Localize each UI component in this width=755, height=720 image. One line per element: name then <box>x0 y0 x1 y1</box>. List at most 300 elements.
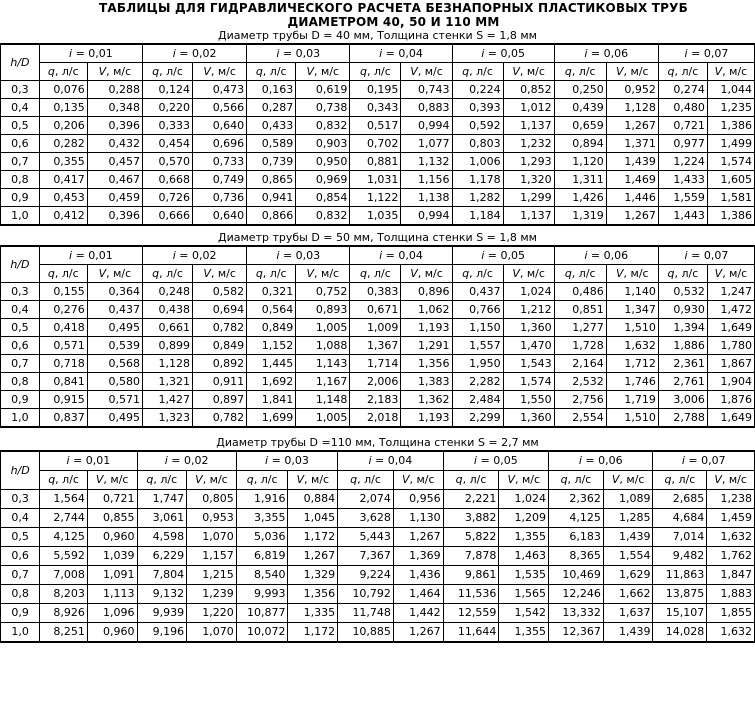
velocity-cell: 1,091 <box>87 566 137 585</box>
flow-rate-cell: 9,224 <box>338 566 394 585</box>
table-row <box>1 171 755 189</box>
flow-rate-cell: 1,559 <box>658 189 707 207</box>
flow-rate-cell: 6,819 <box>236 547 288 566</box>
flow-rate-cell: 1,426 <box>554 189 606 207</box>
table-row <box>1 585 755 604</box>
flow-rate-cell: 8,365 <box>549 547 604 566</box>
velocity-header: V, м/с <box>606 63 658 81</box>
velocity-cell: 0,288 <box>87 81 142 99</box>
velocity-cell: 1,383 <box>401 373 452 391</box>
velocity-cell: 1,439 <box>603 623 653 643</box>
velocity-cell: 0,566 <box>193 99 247 117</box>
flow-rate-cell: 15,107 <box>653 604 707 623</box>
slope-header: i = 0,04 <box>338 451 443 471</box>
hd-value: 1,0 <box>1 623 40 643</box>
flow-rate-cell: 7,878 <box>443 547 499 566</box>
flow-rate-cell: 2,183 <box>350 391 401 409</box>
flow-rate-cell: 0,248 <box>142 283 192 301</box>
flow-rate-header: q, л/с <box>658 63 707 81</box>
flow-rate-cell: 0,977 <box>658 135 707 153</box>
table-block-50 <box>0 231 755 428</box>
flow-rate-cell: 4,598 <box>137 528 187 547</box>
velocity-cell: 0,348 <box>87 99 142 117</box>
hd-value: 0,5 <box>1 528 40 547</box>
flow-rate-header: q, л/с <box>554 265 606 283</box>
flow-rate-cell: 0,417 <box>39 171 87 189</box>
flow-rate-cell: 0,661 <box>142 319 192 337</box>
velocity-header: V, м/с <box>503 63 554 81</box>
velocity-cell: 1,012 <box>503 99 554 117</box>
flow-rate-cell: 11,748 <box>338 604 394 623</box>
flow-rate-cell: 0,393 <box>452 99 503 117</box>
title-line-1: ТАБЛИЦЫ ДЛЯ ГИДРАВЛИЧЕСКОГО РАСЧЕТА БЕЗНАПОРНЫХ ПЛАСТИКОВЫХ ТРУБ <box>99 1 688 15</box>
velocity-cell: 1,156 <box>401 171 452 189</box>
flow-rate-cell: 1,886 <box>658 337 707 355</box>
velocity-cell: 1,442 <box>393 604 443 623</box>
flow-rate-cell: 0,155 <box>39 283 87 301</box>
velocity-cell: 1,329 <box>288 566 338 585</box>
hd-value: 0,8 <box>1 373 40 391</box>
velocity-cell: 0,849 <box>193 337 247 355</box>
velocity-cell: 0,473 <box>193 81 247 99</box>
flow-rate-cell: 0,766 <box>452 301 503 319</box>
slope-header: i = 0,02 <box>142 44 246 63</box>
flow-rate-cell: 7,014 <box>653 528 707 547</box>
flow-rate-cell: 1,184 <box>452 207 503 226</box>
velocity-cell: 1,113 <box>87 585 137 604</box>
velocity-cell: 0,640 <box>193 207 247 226</box>
flow-rate-cell: 12,559 <box>443 604 499 623</box>
velocity-cell: 0,883 <box>401 99 452 117</box>
flow-rate-cell: 0,124 <box>142 81 192 99</box>
velocity-cell: 1,386 <box>707 117 754 135</box>
flow-rate-cell: 6,229 <box>137 547 187 566</box>
flow-rate-cell: 1,152 <box>247 337 296 355</box>
flow-rate-cell: 10,792 <box>338 585 394 604</box>
flow-rate-cell: 0,668 <box>142 171 192 189</box>
flow-rate-cell: 0,866 <box>247 207 296 226</box>
velocity-cell: 1,446 <box>606 189 658 207</box>
velocity-cell: 1,140 <box>606 283 658 301</box>
velocity-cell: 1,355 <box>499 623 549 643</box>
velocity-cell: 0,571 <box>87 391 142 409</box>
slope-header: i = 0,07 <box>658 44 754 63</box>
velocity-cell: 0,953 <box>187 509 237 528</box>
table-row <box>1 207 755 226</box>
flow-rate-cell: 1,557 <box>452 337 503 355</box>
flow-rate-cell: 1,128 <box>142 355 192 373</box>
velocity-cell: 1,632 <box>606 337 658 355</box>
flow-rate-cell: 0,480 <box>658 99 707 117</box>
flow-rate-cell: 5,443 <box>338 528 394 547</box>
velocity-cell: 1,535 <box>499 566 549 585</box>
table-caption: Диаметр трубы D = 50 мм, Толщина стенки S = 1,8 мм <box>218 231 537 244</box>
flow-rate-cell: 2,756 <box>554 391 606 409</box>
velocity-cell: 1,356 <box>401 355 452 373</box>
velocity-header: V, м/с <box>401 63 452 81</box>
slope-header: i = 0,07 <box>658 246 754 265</box>
hd-value: 0,9 <box>1 604 40 623</box>
slope-header: i = 0,03 <box>247 44 350 63</box>
flow-rate-cell: 0,915 <box>39 391 87 409</box>
hd-value: 0,9 <box>1 189 40 207</box>
hd-value: 0,9 <box>1 391 40 409</box>
flow-rate-cell: 1,692 <box>247 373 296 391</box>
flow-rate-cell: 2,221 <box>443 490 499 509</box>
flow-rate-cell: 1,031 <box>350 171 401 189</box>
velocity-cell: 0,696 <box>193 135 247 153</box>
velocity-cell: 1,867 <box>707 355 754 373</box>
flow-rate-cell: 2,074 <box>338 490 394 509</box>
velocity-cell: 1,267 <box>606 207 658 226</box>
velocity-cell: 1,291 <box>401 337 452 355</box>
velocity-cell: 1,212 <box>503 301 554 319</box>
velocity-cell: 1,712 <box>606 355 658 373</box>
flow-rate-cell: 0,343 <box>350 99 401 117</box>
flow-rate-cell: 1,178 <box>452 171 503 189</box>
velocity-header: V, м/с <box>87 63 142 81</box>
velocity-cell: 0,782 <box>193 319 247 337</box>
flow-rate-cell: 2,554 <box>554 409 606 428</box>
velocity-cell: 1,130 <box>393 509 443 528</box>
velocity-cell: 0,832 <box>296 207 350 226</box>
flow-rate-cell: 2,299 <box>452 409 503 428</box>
flow-rate-cell: 14,028 <box>653 623 707 643</box>
flow-rate-cell: 1,311 <box>554 171 606 189</box>
flow-rate-cell: 0,702 <box>350 135 401 153</box>
velocity-cell: 0,396 <box>87 117 142 135</box>
table-row <box>1 283 755 301</box>
velocity-header: V, м/с <box>707 471 755 490</box>
velocity-cell: 0,457 <box>87 153 142 171</box>
velocity-cell: 1,077 <box>401 135 452 153</box>
velocity-cell: 1,719 <box>606 391 658 409</box>
velocity-cell: 1,360 <box>503 409 554 428</box>
flow-rate-cell: 10,877 <box>236 604 288 623</box>
velocity-header: V, м/с <box>193 265 247 283</box>
flow-rate-header: q, л/с <box>452 63 503 81</box>
slope-header-row <box>1 44 755 63</box>
velocity-cell: 0,911 <box>193 373 247 391</box>
flow-rate-cell: 2,361 <box>658 355 707 373</box>
flow-rate-cell: 1,950 <box>452 355 503 373</box>
flow-rate-cell: 1,841 <box>247 391 296 409</box>
velocity-cell: 1,371 <box>606 135 658 153</box>
table-block-110 <box>0 436 755 643</box>
flow-rate-cell: 1,433 <box>658 171 707 189</box>
slope-header-row <box>1 246 755 265</box>
velocity-cell: 1,662 <box>603 585 653 604</box>
flow-rate-cell: 0,571 <box>39 337 87 355</box>
velocity-cell: 1,024 <box>499 490 549 509</box>
hydraulic-table-50mm <box>0 245 755 428</box>
velocity-cell: 1,267 <box>288 547 338 566</box>
velocity-cell: 0,432 <box>87 135 142 153</box>
velocity-cell: 1,138 <box>401 189 452 207</box>
flow-rate-cell: 1,728 <box>554 337 606 355</box>
flow-rate-cell: 3,061 <box>137 509 187 528</box>
velocity-cell: 1,386 <box>707 207 754 226</box>
flow-rate-cell: 0,570 <box>142 153 192 171</box>
velocity-cell: 1,605 <box>707 171 754 189</box>
flow-rate-cell: 0,589 <box>247 135 296 153</box>
flow-rate-cell: 13,332 <box>549 604 604 623</box>
velocity-cell: 1,045 <box>288 509 338 528</box>
velocity-header: V, м/с <box>401 265 452 283</box>
hd-value: 0,5 <box>1 319 40 337</box>
velocity-cell: 1,510 <box>606 319 658 337</box>
velocity-cell: 0,694 <box>193 301 247 319</box>
flow-rate-header: q, л/с <box>350 265 401 283</box>
slope-header: i = 0,05 <box>452 44 554 63</box>
velocity-cell: 0,738 <box>296 99 350 117</box>
slope-header: i = 0,05 <box>452 246 554 265</box>
flow-rate-cell: 1,445 <box>247 355 296 373</box>
velocity-cell: 1,780 <box>707 337 754 355</box>
velocity-cell: 1,209 <box>499 509 549 528</box>
flow-rate-cell: 0,438 <box>142 301 192 319</box>
flow-rate-cell: 9,993 <box>236 585 288 604</box>
velocity-cell: 1,459 <box>707 509 755 528</box>
velocity-cell: 0,896 <box>401 283 452 301</box>
flow-rate-cell: 0,418 <box>39 319 87 337</box>
slope-header: i = 0,06 <box>554 44 658 63</box>
velocity-cell: 0,396 <box>87 207 142 226</box>
velocity-cell: 1,369 <box>393 547 443 566</box>
flow-rate-header: q, л/с <box>142 265 192 283</box>
flow-rate-cell: 8,540 <box>236 566 288 585</box>
flow-rate-cell: 1,321 <box>142 373 192 391</box>
table-row <box>1 301 755 319</box>
velocity-cell: 0,855 <box>87 509 137 528</box>
hd-value: 0,7 <box>1 153 40 171</box>
hd-value: 0,3 <box>1 283 40 301</box>
velocity-cell: 1,637 <box>603 604 653 623</box>
flow-rate-cell: 1,443 <box>658 207 707 226</box>
velocity-cell: 1,005 <box>296 319 350 337</box>
flow-rate-cell: 0,718 <box>39 355 87 373</box>
hd-value: 0,7 <box>1 355 40 373</box>
velocity-header: V, м/с <box>296 265 350 283</box>
flow-rate-cell: 3,006 <box>658 391 707 409</box>
velocity-cell: 0,539 <box>87 337 142 355</box>
flow-rate-cell: 9,196 <box>137 623 187 643</box>
flow-rate-cell: 9,482 <box>653 547 707 566</box>
velocity-cell: 1,876 <box>707 391 754 409</box>
flow-rate-cell: 4,125 <box>40 528 88 547</box>
velocity-cell: 1,167 <box>296 373 350 391</box>
velocity-cell: 1,649 <box>707 319 754 337</box>
flow-rate-cell: 0,721 <box>658 117 707 135</box>
flow-rate-cell: 1,427 <box>142 391 192 409</box>
table-row <box>1 623 755 643</box>
hd-column-header: h/D <box>1 246 40 283</box>
velocity-cell: 1,089 <box>603 490 653 509</box>
flow-rate-cell: 0,076 <box>39 81 87 99</box>
velocity-cell: 0,580 <box>87 373 142 391</box>
velocity-cell: 0,495 <box>87 319 142 337</box>
flow-rate-cell: 0,224 <box>452 81 503 99</box>
flow-rate-cell: 0,532 <box>658 283 707 301</box>
flow-rate-header: q, л/с <box>40 471 88 490</box>
velocity-cell: 1,904 <box>707 373 754 391</box>
velocity-cell: 0,969 <box>296 171 350 189</box>
flow-rate-cell: 11,644 <box>443 623 499 643</box>
velocity-cell: 0,994 <box>401 207 452 226</box>
slope-header: i = 0,06 <box>549 451 653 471</box>
flow-rate-cell: 0,333 <box>142 117 192 135</box>
flow-rate-cell: 0,894 <box>554 135 606 153</box>
velocity-cell: 1,581 <box>707 189 754 207</box>
velocity-cell: 0,364 <box>87 283 142 301</box>
velocity-cell: 1,193 <box>401 409 452 428</box>
velocity-header: V, м/с <box>87 265 142 283</box>
velocity-cell: 0,960 <box>87 623 137 643</box>
slope-header: i = 0,01 <box>40 451 137 471</box>
flow-rate-cell: 11,536 <box>443 585 499 604</box>
slope-header: i = 0,02 <box>137 451 236 471</box>
velocity-cell: 1,543 <box>503 355 554 373</box>
velocity-cell: 1,172 <box>288 528 338 547</box>
velocity-cell: 1,746 <box>606 373 658 391</box>
velocity-header: V, м/с <box>288 471 338 490</box>
velocity-cell: 1,267 <box>393 623 443 643</box>
flow-rate-cell: 0,321 <box>247 283 296 301</box>
velocity-cell: 0,495 <box>87 409 142 428</box>
flow-rate-cell: 1,714 <box>350 355 401 373</box>
velocity-cell: 0,736 <box>193 189 247 207</box>
velocity-cell: 1,632 <box>707 623 755 643</box>
flow-rate-cell: 9,861 <box>443 566 499 585</box>
flow-rate-cell: 10,072 <box>236 623 288 643</box>
table-row <box>1 409 755 428</box>
flow-rate-cell: 1,916 <box>236 490 288 509</box>
velocity-cell: 1,239 <box>187 585 237 604</box>
velocity-cell: 1,039 <box>87 547 137 566</box>
flow-rate-cell: 0,930 <box>658 301 707 319</box>
table-row <box>1 189 755 207</box>
flow-rate-cell: 0,355 <box>39 153 87 171</box>
velocity-cell: 1,320 <box>503 171 554 189</box>
title-line-2: ДИАМЕТРОМ 40, 50 И 110 ММ <box>287 15 500 29</box>
hd-value: 0,6 <box>1 337 40 355</box>
flow-rate-cell: 8,203 <box>40 585 88 604</box>
velocity-cell: 0,459 <box>87 189 142 207</box>
velocity-cell: 1,088 <box>296 337 350 355</box>
flow-rate-header: q, л/с <box>338 471 394 490</box>
unit-header-row <box>1 63 755 81</box>
flow-rate-header: q, л/с <box>39 63 87 81</box>
flow-rate-cell: 0,287 <box>247 99 296 117</box>
flow-rate-cell: 0,453 <box>39 189 87 207</box>
table-row <box>1 355 755 373</box>
flow-rate-cell: 0,726 <box>142 189 192 207</box>
flow-rate-cell: 0,849 <box>247 319 296 337</box>
flow-rate-cell: 0,439 <box>554 99 606 117</box>
table-row <box>1 528 755 547</box>
velocity-cell: 1,632 <box>707 528 755 547</box>
velocity-cell: 1,355 <box>499 528 549 547</box>
slope-header: i = 0,02 <box>142 246 246 265</box>
table-block-40 <box>0 29 755 226</box>
velocity-cell: 1,554 <box>603 547 653 566</box>
slope-header: i = 0,03 <box>236 451 337 471</box>
flow-rate-cell: 0,666 <box>142 207 192 226</box>
velocity-cell: 0,852 <box>503 81 554 99</box>
flow-rate-cell: 7,804 <box>137 566 187 585</box>
flow-rate-cell: 1,699 <box>247 409 296 428</box>
flow-rate-cell: 0,851 <box>554 301 606 319</box>
flow-rate-cell: 2,744 <box>40 509 88 528</box>
velocity-cell: 1,499 <box>707 135 754 153</box>
velocity-cell: 1,220 <box>187 604 237 623</box>
table-row <box>1 391 755 409</box>
velocity-cell: 1,565 <box>499 585 549 604</box>
table-row <box>1 117 755 135</box>
velocity-cell: 1,232 <box>503 135 554 153</box>
unit-header-row <box>1 471 755 490</box>
table-row <box>1 566 755 585</box>
flow-rate-cell: 2,282 <box>452 373 503 391</box>
velocity-cell: 0,884 <box>288 490 338 509</box>
flow-rate-cell: 13,875 <box>653 585 707 604</box>
flow-rate-cell: 0,250 <box>554 81 606 99</box>
velocity-cell: 0,994 <box>401 117 452 135</box>
velocity-header: V, м/с <box>707 63 754 81</box>
velocity-cell: 1,070 <box>187 623 237 643</box>
flow-rate-header: q, л/с <box>549 471 604 490</box>
flow-rate-cell: 2,164 <box>554 355 606 373</box>
flow-rate-cell: 8,251 <box>40 623 88 643</box>
velocity-cell: 1,132 <box>401 153 452 171</box>
flow-rate-cell: 0,841 <box>39 373 87 391</box>
flow-rate-cell: 2,006 <box>350 373 401 391</box>
slope-header: i = 0,06 <box>554 246 658 265</box>
flow-rate-cell: 3,628 <box>338 509 394 528</box>
flow-rate-cell: 7,367 <box>338 547 394 566</box>
flow-rate-header: q, л/с <box>658 265 707 283</box>
flow-rate-cell: 0,220 <box>142 99 192 117</box>
flow-rate-cell: 4,125 <box>549 509 604 528</box>
velocity-cell: 0,832 <box>296 117 350 135</box>
velocity-cell: 0,752 <box>296 283 350 301</box>
flow-rate-header: q, л/с <box>247 63 296 81</box>
flow-rate-cell: 1,150 <box>452 319 503 337</box>
table-caption: Диаметр трубы D = 40 мм, Толщина стенки S = 1,8 мм <box>218 29 537 42</box>
hd-value: 1,0 <box>1 409 40 428</box>
velocity-header: V, м/с <box>499 471 549 490</box>
velocity-cell: 1,762 <box>707 547 755 566</box>
velocity-cell: 1,469 <box>606 171 658 189</box>
flow-rate-cell: 1,035 <box>350 207 401 226</box>
velocity-cell: 1,247 <box>707 283 754 301</box>
velocity-cell: 1,137 <box>503 117 554 135</box>
flow-rate-header: q, л/с <box>137 471 187 490</box>
velocity-cell: 1,463 <box>499 547 549 566</box>
slope-header: i = 0,01 <box>39 44 142 63</box>
flow-rate-cell: 0,206 <box>39 117 87 135</box>
table-row <box>1 153 755 171</box>
velocity-header: V, м/с <box>393 471 443 490</box>
flow-rate-header: q, л/с <box>350 63 401 81</box>
flow-rate-cell: 0,195 <box>350 81 401 99</box>
velocity-cell: 0,893 <box>296 301 350 319</box>
table-row <box>1 81 755 99</box>
table-row <box>1 373 755 391</box>
velocity-cell: 0,805 <box>187 490 237 509</box>
flow-rate-cell: 2,362 <box>549 490 604 509</box>
velocity-cell: 0,749 <box>193 171 247 189</box>
